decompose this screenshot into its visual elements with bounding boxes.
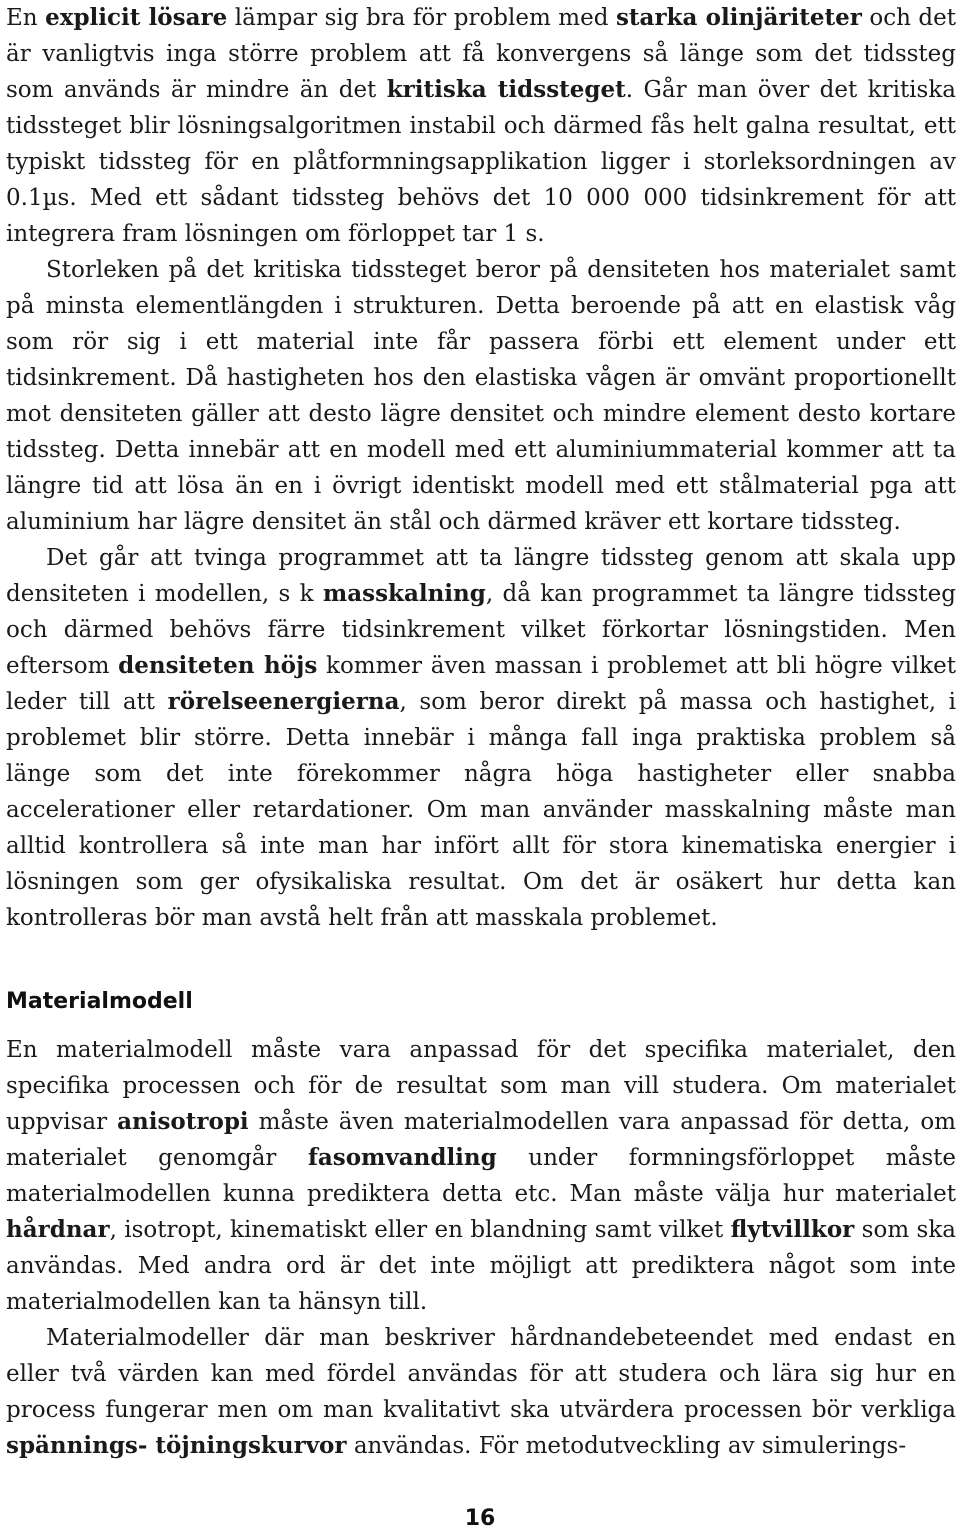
text-run: . Går man över det kritiska tidssteget blir lösningsalgoritmen instabil och därmed fås helt galna resultat, ett typiskt tidssteg för en plåtformningsapplikation ligger i storleksordningen av 0.1µs. Med ett sådant tidssteg behövs det 10 000 000 tidsinkrement för att integrera fram lösningen om förloppet tar 1 s.	[6, 77, 956, 247]
paragraph-critical-timestep	[6, 252, 956, 540]
bold-term: spännings- töjningskurvor	[6, 1432, 347, 1459]
paragraph-mass-scaling	[6, 540, 956, 936]
text-run: kommer även massan i problemet att bli högre vilket leder till att	[6, 653, 957, 715]
text-run: , isotropt, kinematiskt eller en blandning samt vilket	[109, 1217, 731, 1243]
text-run: , som beror direkt på massa och hastighet, i problemet blir större. Detta innebär i många fall inga praktiska problem så länge som det inte förekommer några höga hastigheter eller snabba accelerationer eller retardationer. Om man använder masskalning måste man alltid kontrollera så inte man har infört allt för stora kinematiska energier i lösningen som ger ofysikaliska resultat. Om det är osäkert hur detta kan kontrolleras bör man avstå helt från att masskala problemet.	[6, 689, 956, 931]
bold-term: masskalning	[322, 580, 486, 607]
bold-term: densiteten höjs	[118, 652, 318, 679]
paragraph-explicit-solver	[6, 0, 956, 252]
bold-term: rörelseenergierna	[167, 688, 400, 715]
bold-term: fasomvandling	[307, 1144, 497, 1171]
text-run: Det går att tvinga programmet att ta längre tidssteg genom att skala upp densiteten i modellen, s k	[6, 545, 956, 607]
bold-term: kritiska tidssteget	[386, 76, 626, 103]
text-run: Materialmodeller där man beskriver hårdnandebeteendet med endast en eller två värden kan med fördel användas för att studera och lära sig hur en process fungerar men om man kvalitativt ska utvärdera processen bör verkliga	[6, 1325, 956, 1423]
section-heading-materialmodell: Materialmodell	[6, 989, 193, 1014]
text-run: En materialmodell måste vara anpassad för det specifika materialet, den specifika processen och för de resultat som man vill studera. Om materialet uppvisar	[6, 1037, 956, 1135]
bold-term: starka olinjäriteter	[615, 4, 862, 31]
bold-term: flytvillkor	[730, 1216, 855, 1243]
text-run: under formningsförloppet måste materialmodellen kunna prediktera detta etc. Man måste välja hur materialet	[6, 1145, 956, 1207]
bold-term: hårdnar	[6, 1216, 110, 1243]
text-run: och det är vanligtvis inga större problem att få konvergens så länge som det tidssteg som används är mindre än det	[6, 5, 956, 103]
paragraph-material-model	[6, 1032, 956, 1320]
text-run: som ska användas. Med andra ord är det inte möjligt att prediktera något som inte materialmodellen kan ta hänsyn till.	[6, 1217, 956, 1315]
text-run: lämpar sig bra för problem med	[227, 5, 616, 31]
page-number: 16	[464, 1506, 496, 1531]
bold-term: explicit lösare	[45, 4, 228, 31]
text-run: användas. För metodutveckling av simulerings-	[346, 1433, 907, 1459]
document-page	[6, 0, 956, 1464]
text-run: måste även materialmodellen vara anpassad för detta, om materialet genomgår	[6, 1109, 956, 1171]
bold-term: anisotropi	[117, 1108, 249, 1135]
text-run: , då kan programmet ta längre tidssteg och därmed behövs färre tidsinkrement vilket förkortar lösningstiden. Men eftersom	[6, 581, 957, 679]
text-run: Storleken på det kritiska tidssteget beror på densiteten hos materialet samt på minsta elementlängden i strukturen. Detta beroende på att en elastisk våg som rör sig i ett material inte får passera förbi ett element under ett tidsinkrement. Då hastigheten hos den elastiska vågen är omvänt proportionellt mot densiteten gäller att desto lägre densitet och mindre element desto kortare tidssteg. Detta innebär att en modell med ett aluminiummaterial kommer att ta längre tid att lösa än en i övrigt identiskt modell med ett stålmaterial pga att aluminium har lägre densitet än stål och därmed kräver ett kortare tidssteg.	[6, 257, 956, 535]
text-run: En	[6, 5, 46, 31]
paragraph-hardening-curves	[6, 1320, 956, 1464]
